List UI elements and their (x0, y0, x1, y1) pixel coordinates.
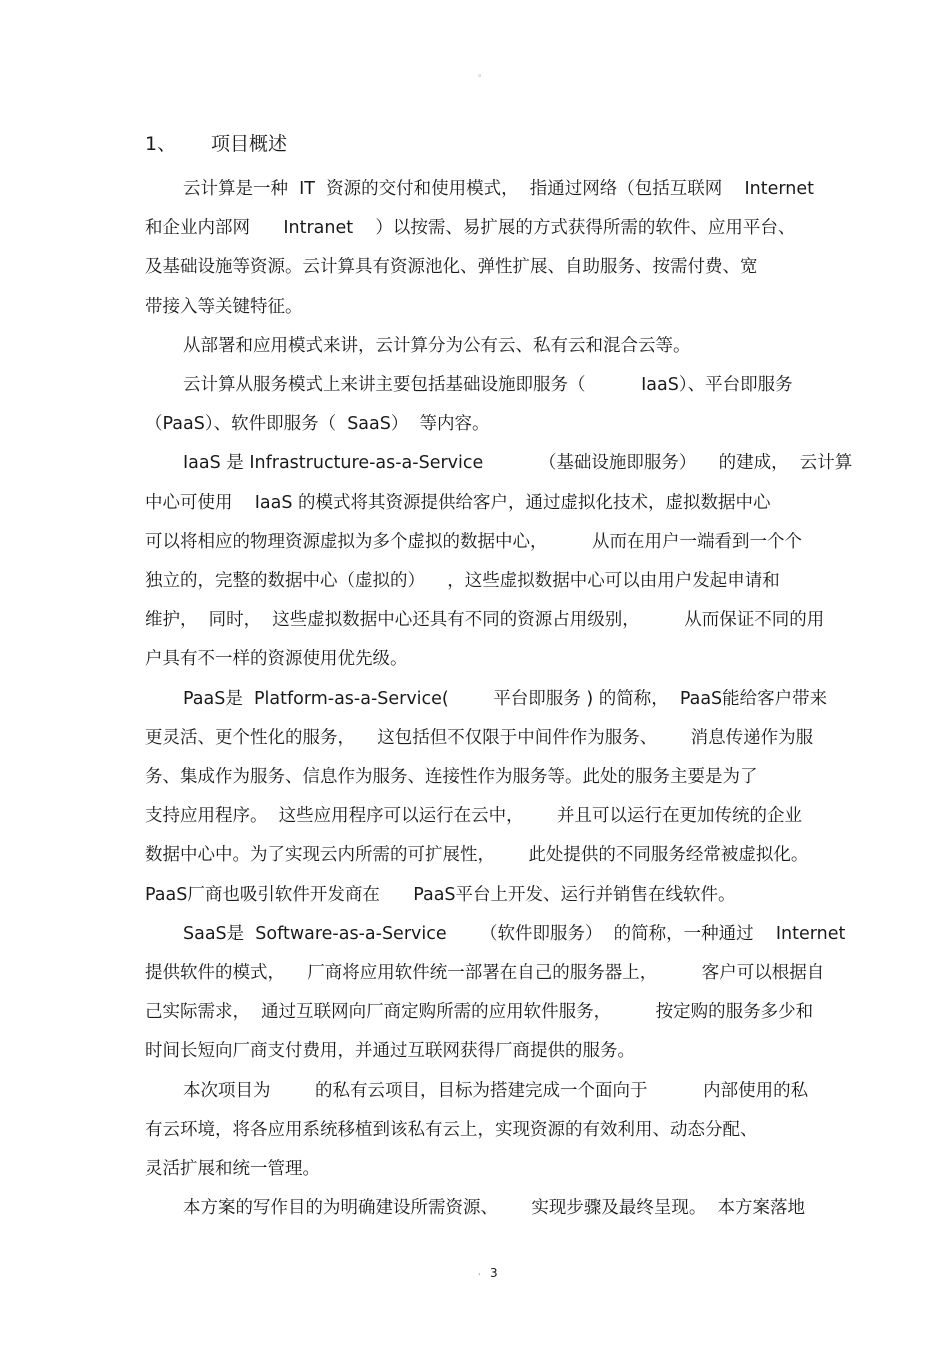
text-line: 带接入等关键特征。 (145, 297, 303, 317)
text-line: 中心可使用 IaaS 的模式将其资源提供给客户，通过虚拟化技术，虚拟数据中心 (145, 493, 771, 513)
text-line: 云计算是一种 IT 资源的交付和使用模式， 指通过网络（包括互联网 Internet (183, 179, 814, 199)
page-footer (478, 1266, 498, 1280)
text-line: 维护， 同时， 这些虚拟数据中心还具有不同的资源占用级别， 从而保证不同的用 (145, 610, 825, 630)
text-line: 和企业内部网 Intranet ）以按需、易扩展的方式获得所需的软件、应用平台、 (145, 218, 796, 238)
text-line: 数据中心中。为了实现云内所需的可扩展性， 此处提供的不同服务经常被虚拟化。 (145, 845, 809, 865)
text-line: 务、集成作为服务、信息作为服务、连接性作为服务等。此处的服务主要是为了 (145, 767, 758, 787)
text-line: 有云环境，将各应用系统移植到该私有云上，实现资源的有效利用、动态分配、 (145, 1120, 758, 1140)
text-line: 从部署和应用模式来讲，云计算分为公有云、私有云和混合云等。 (183, 336, 691, 356)
text-line: 可以将相应的物理资源虚拟为多个虚拟的数据中心， 从而在用户一端看到一个个 (145, 532, 802, 552)
section-title: 项目概述 (211, 133, 288, 155)
text-line: IaaS 是 Infrastructure-as-a-Service （基础设施即服务） 的建成， 云计算 (183, 453, 853, 473)
text-line: 时间长短向厂商支付费用，并通过互联网获得厂商提供的服务。 (145, 1041, 635, 1061)
text-line: 己实际需求， 通过互联网向厂商定购所需的应用软件服务， 按定购的服务多少和 (145, 1002, 814, 1022)
text-line: 云计算从服务模式上来讲主要包括基础设施即服务（ IaaS）、平台即服务 (183, 375, 793, 395)
text-line: 支持应用程序。 这些应用程序可以运行在云中， 并且可以运行在更加传统的企业 (145, 806, 802, 826)
section-number: 1、 (145, 133, 177, 155)
section-heading (145, 129, 287, 156)
text-line: PaaS厂商也吸引软件开发商在 PaaS平台上开发、运行并销售在线软件。 (145, 885, 736, 905)
text-line: 灵活扩展和统一管理。 (145, 1159, 320, 1179)
text-line: （PaaS）、软件即服务（ SaaS） 等内容。 (145, 414, 490, 434)
footer-mark: ， (478, 1267, 486, 1276)
text-line: 本方案的写作目的为明确建设所需资源、 实现步骤及最终呈现。 本方案落地 (183, 1198, 805, 1218)
text-line: 独立的，完整的数据中心（虚拟的） ，这些虚拟数据中心可以由用户发起申请和 (145, 571, 780, 591)
text-line: 及基础设施等资源。云计算具有资源池化、弹性扩展、自助服务、按需付费、宽 (145, 257, 758, 277)
text-line: 提供软件的模式， 厂商将应用软件统一部署在自己的服务器上， 客户可以根据自 (145, 963, 825, 983)
top-mark: 。 (478, 69, 488, 79)
text-line: SaaS是 Software-as-a-Service （软件即服务） 的简称，一种通过 Internet (183, 924, 846, 944)
text-line: PaaS是 Platform-as-a-Service( 平台即服务 ) 的简称， PaaS能给客户带来 (183, 689, 828, 709)
text-line: 户具有不一样的资源使用优先级。 (145, 649, 408, 669)
text-line: 更灵活、更个性化的服务， 这包括但不仅限于中间件作为服务、 消息传递作为服 (145, 728, 814, 748)
page-number: 3 (490, 1266, 498, 1280)
text-line: 本次项目为 的私有云项目，目标为搭建完成一个面向于 内部使用的私 (183, 1081, 809, 1101)
